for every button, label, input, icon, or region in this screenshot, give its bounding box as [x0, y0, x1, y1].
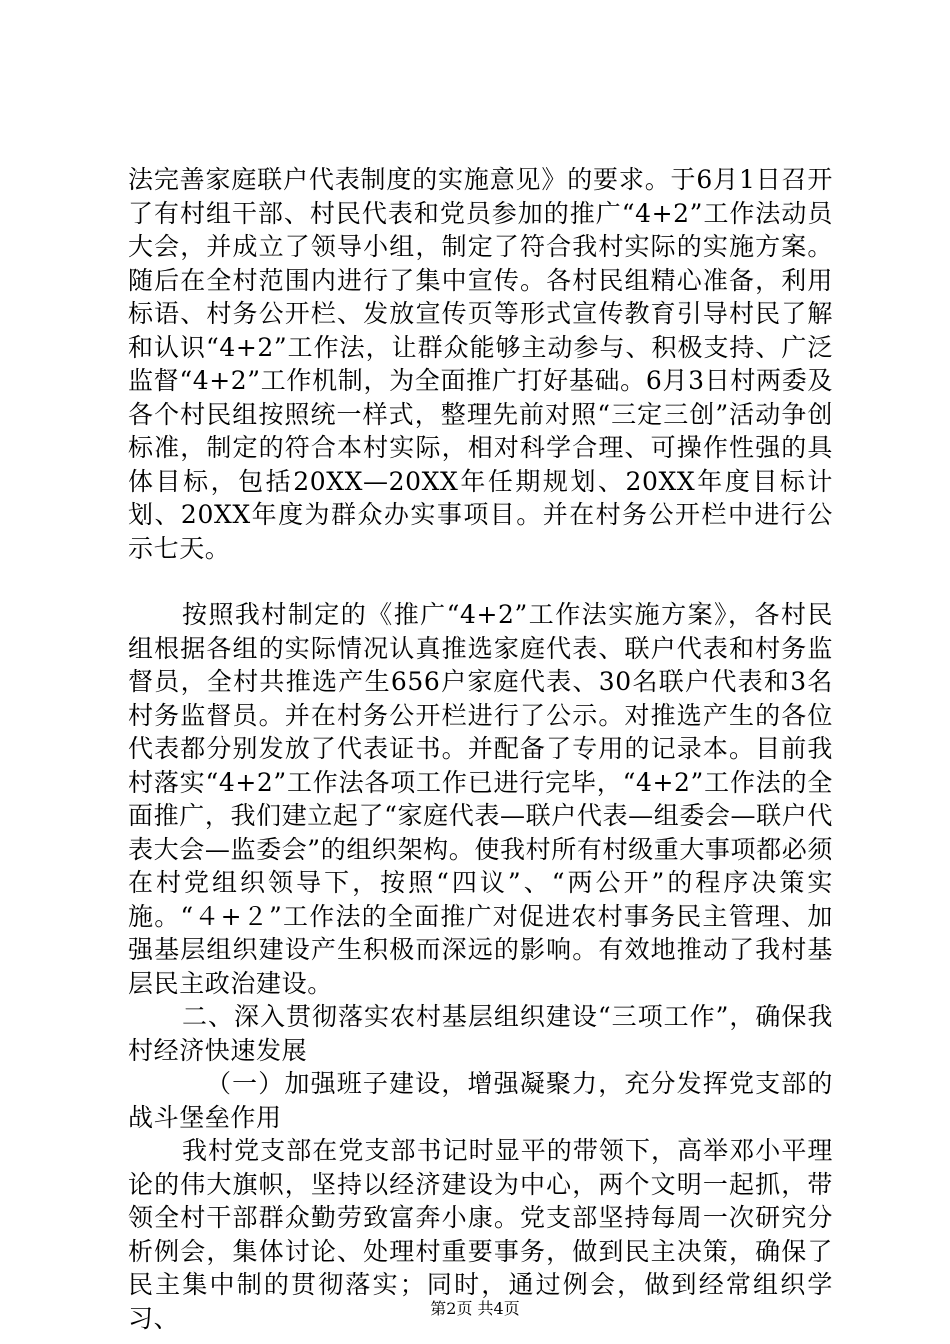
paragraph-3: 我村党支部在党支部书记时显平的带领下，高举邓小平理论的伟大旗帜，坚持以经济建设为中心，两个文明一起抓，带领全村干部群众勤劳致富奔小康。党支部坚持每周一次研究分析例会，集体讨论、处理村重要事务，做到民主决策，确保了民主集中制的贯彻落实；同时，通过例会，做到经常组织学习、 — [128, 1136, 833, 1333]
subsection-heading-1: （一）加强班子建设，增强凝聚力，充分发挥党支部的战斗堡垒作用 — [128, 1069, 833, 1132]
document-body — [128, 163, 833, 1335]
paragraph-2: 按照我村制定的《推广“4+2”工作法实施方案》，各村民组根据各组的实际情况认真推选家庭代表、联户代表和村务监督员，全村共推选产生656户家庭代表、30名联户代表和3名村务监督员。并在村务公开栏进行了公示。对推选产生的各位代表都分别发放了代表证书。并配备了专用的记录本。目前我村落实“4+2”工作法各项工作已进行完毕，“4+2”工作法的全面推广，我们建立起了“家庭代表—联户代表—组委会—联户代表大会—监委会”的组织架构。使我村所有村级重大事项都必须在村党组织领导下，按照“四议”、“两公开”的程序决策实施。“４+２”工作法的全面推广对促进农村事务民主管理、加强基层组织建设产生积极而深远的影响。有效地推动了我村基层民主政治建设。 — [128, 600, 833, 998]
section-heading-2: 二、深入贯彻落实农村基层组织建设“三项工作”，确保我村经济快速发展 — [128, 1002, 833, 1065]
paragraph-gap — [128, 565, 833, 598]
page-number-footer: 第2页 共4页 — [430, 1299, 520, 1318]
paragraph-1: 法完善家庭联户代表制度的实施意见》的要求。于6月1日召开了有村组干部、村民代表和党员参加的推广“4+2”工作法动员大会，并成立了领导小组，制定了符合我村实际的实施方案。随后在全村范围内进行了集中宣传。各村民组精心准备，利用标语、村务公开栏、发放宣传页等形式宣传教育引导村民了解和认识“4+2”工作法，让群众能够主动参与、积极支持、广泛监督“4+2”工作机制，为全面推广打好基础。6月3日村两委及各个村民组按照统一样式，整理先前对照“三定三创”活动争创标准，制定的符合本村实际，相对科学合理、可操作性强的具体目标，包括20XX—20XX年任期规划、20XX年度目标计划、20XX年度为群众办实事项目。并在村务公开栏中进行公示七天。 — [128, 165, 833, 563]
